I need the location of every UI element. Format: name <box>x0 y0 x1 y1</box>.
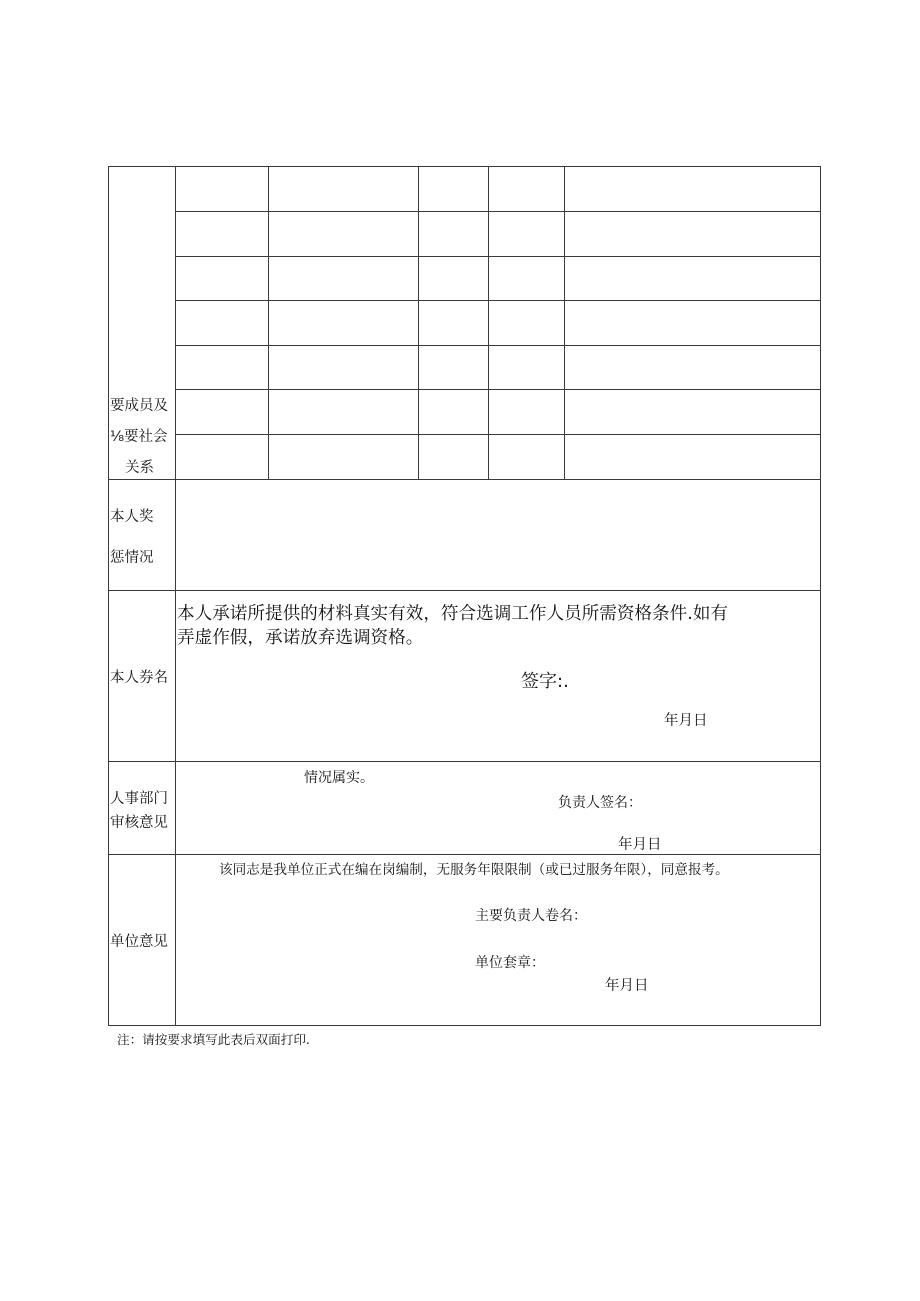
family-cell[interactable] <box>489 167 564 211</box>
family-cell[interactable] <box>176 167 268 211</box>
family-cell[interactable] <box>565 212 820 256</box>
awards-content-field[interactable] <box>176 480 820 590</box>
hr-review-status: 情况属实。 <box>304 770 374 786</box>
family-cell[interactable] <box>269 435 418 479</box>
family-cell[interactable] <box>176 301 268 345</box>
family-cell[interactable] <box>419 390 488 434</box>
family-cell[interactable] <box>489 301 564 345</box>
family-cell[interactable] <box>419 257 488 300</box>
unit-opinion-date-label: 年月日 <box>605 978 649 994</box>
family-cell[interactable] <box>565 346 820 389</box>
family-cell[interactable] <box>419 301 488 345</box>
pledge-statement-line-1: 本人承诺所提供的材料真实有效，符合选调工作人员所需资格条件.如有 <box>177 604 729 624</box>
family-cell[interactable] <box>269 167 418 211</box>
family-cell[interactable] <box>419 435 488 479</box>
hr-review-label-line-2: 审核意见 <box>110 815 168 831</box>
pledge-date-label: 年月日 <box>664 713 708 729</box>
unit-opinion-label: 单位意见 <box>110 934 168 950</box>
family-cell[interactable] <box>565 257 820 300</box>
table-right-border <box>820 166 821 1026</box>
family-cell[interactable] <box>489 212 564 256</box>
pledge-statement-line-2: 弄虚作假，承诺放弃选调资格。 <box>177 628 424 648</box>
family-cell[interactable] <box>565 167 820 211</box>
family-cell[interactable] <box>419 212 488 256</box>
family-cell[interactable] <box>419 167 488 211</box>
unit-leader-signature-label: 主要负责人卷名： <box>475 908 587 924</box>
family-label-line-3: 关系 <box>125 460 154 476</box>
family-cell[interactable] <box>269 346 418 389</box>
family-cell[interactable] <box>565 435 820 479</box>
family-cell[interactable] <box>176 212 268 256</box>
family-label-line-1: 要成员及 <box>110 398 168 414</box>
family-label-line-2: ⅛要社会 <box>110 429 168 445</box>
pledge-label: 本人券名 <box>110 670 168 686</box>
pledge-signature-label: 签字:. <box>521 671 569 692</box>
section-divider <box>108 761 821 762</box>
family-cell[interactable] <box>269 301 418 345</box>
family-cell[interactable] <box>489 435 564 479</box>
family-cell[interactable] <box>489 346 564 389</box>
family-cell[interactable] <box>176 346 268 389</box>
section-divider <box>108 854 821 855</box>
hr-review-label-line-1: 人事部门 <box>110 791 168 807</box>
family-cell[interactable] <box>176 435 268 479</box>
hr-review-date-label: 年月日 <box>618 837 662 853</box>
family-cell[interactable] <box>489 390 564 434</box>
footnote: 注：请按要求填写此表后双面打印. <box>117 1032 310 1047</box>
table-bottom-border <box>108 1025 821 1026</box>
family-cell[interactable] <box>565 390 820 434</box>
awards-label-line-2: 惩情况 <box>110 550 154 566</box>
family-cell[interactable] <box>269 390 418 434</box>
family-cell[interactable] <box>565 301 820 345</box>
hr-review-signer-label: 负责人签名： <box>558 795 642 811</box>
table-left-border <box>108 166 109 1026</box>
family-cell[interactable] <box>176 257 268 300</box>
family-cell[interactable] <box>269 212 418 256</box>
awards-label-line-1: 本人奖 <box>110 509 154 525</box>
family-cell[interactable] <box>419 346 488 389</box>
family-cell[interactable] <box>489 257 564 300</box>
section-divider <box>108 590 821 591</box>
family-cell[interactable] <box>176 390 268 434</box>
unit-seal-label: 单位套章： <box>475 955 545 971</box>
unit-opinion-statement: 该同志是我单位正式在编在岗编制，无服务年限限制（或已过服务年限），同意报考。 <box>219 862 729 878</box>
family-cell[interactable] <box>269 257 418 300</box>
